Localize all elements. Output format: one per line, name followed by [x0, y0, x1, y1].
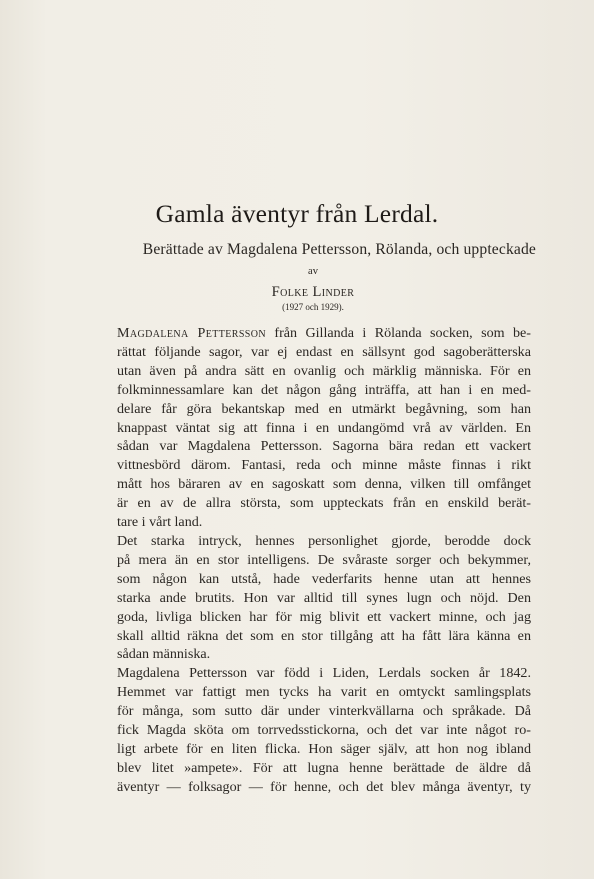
text-line: blev litet »ampete». För att lugna henne berättade de äldre då: [117, 759, 531, 776]
text-line: Hemmet var fattigt men tycks ha varit en omtyckt samlingsplats: [117, 684, 531, 701]
lead-name: Magdalena Pettersson: [117, 325, 266, 341]
text-line: utan även på andra sätt en ovanlig och märklig människa. För en: [117, 362, 531, 379]
chapter-subtitle: Berättade av Magdalena Pettersson, Rölanda, och uppteckade: [142, 241, 536, 258]
text-line: delare får göra bekantskap med en utmärkt begåvning, som han: [117, 400, 531, 417]
paragraph: [117, 324, 531, 532]
collection-years: (1927 och 1929).: [282, 302, 344, 312]
text-line: Magdalena Pettersson från Gillanda i Rölanda socken, som be-: [117, 325, 531, 341]
text-line: vittnesbörd därom. Fantasi, reda och minne måste finnas i rikt: [117, 457, 531, 474]
paragraph: [117, 664, 531, 796]
text-line: skall alltid räkna det som en stor tillgång att ha fått lära känna en: [117, 627, 531, 644]
text-line: mått hos bäraren av en sagoskatt som denna, vilken till omfånget: [117, 476, 531, 493]
text-line: folkminnessamlare kan det någon gång inträffa, att han i en med-: [117, 381, 531, 398]
text-line: fick Magda sköta om torrvedsstickorna, och det var inte något ro-: [117, 722, 531, 739]
text-line: sådan människa.: [117, 646, 211, 663]
author-name: Folke Linder: [271, 284, 355, 300]
text-line: är en av de allra största, som uppteckats från en enskild berät-: [117, 495, 531, 512]
top-margin: [0, 0, 594, 195]
text-line: Det starka intryck, hennes personlighet gjorde, berodde dock: [117, 532, 531, 549]
text-line: knappast väntat sig att finna i en undangömd vrå av världen. En: [117, 419, 531, 436]
text-line: ligt arbete för en liten flicka. Hon säger själv, att hon nog ibland: [117, 740, 531, 757]
text-line: som någon kan utstå, hade vederfarits henne utan att hennes: [117, 570, 531, 587]
body-text: [117, 324, 531, 797]
text-line: tare i vårt land.: [117, 514, 203, 531]
chapter-title: Gamla äventyr från Lerdal.: [155, 199, 439, 228]
paragraph: [117, 532, 531, 664]
text-line: goda, livliga blicken har för mig blivit ett vackert minne, och jag: [117, 608, 531, 625]
text-line: sådan var Magdalena Pettersson. Sagorna bära redan ett vackert: [117, 438, 531, 455]
text-line: starka ande brutits. Hon var alltid till synes lugn och nöjd. Den: [117, 589, 531, 606]
byline-av: av: [308, 266, 318, 277]
text-line: rättat följande sagor, var ej endast en sällsynt god sagoberätterska: [117, 343, 531, 360]
text-line: Magdalena Pettersson var född i Liden, Lerdals socken år 1842.: [117, 665, 531, 682]
text-line: äventyr — folksagor — för henne, och det blev många äventyr, ty: [117, 778, 531, 795]
text-line: på mera än en stor intelligens. De svåraste sorger och bekymmer,: [117, 551, 531, 568]
text-line: för många, som sutto där under vinterkvällarna och språkade. Då: [117, 703, 531, 720]
